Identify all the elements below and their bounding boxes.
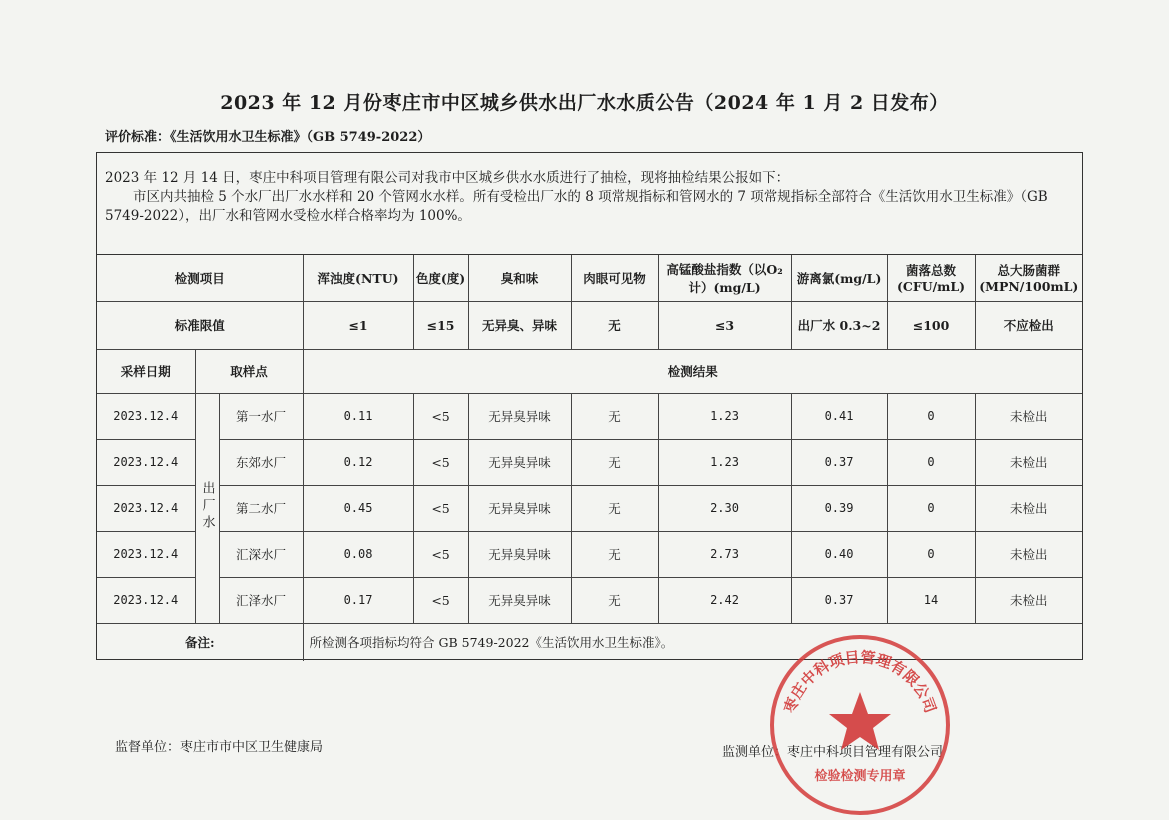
sample-date: 2023.12.4	[97, 577, 195, 623]
color-value: <5	[413, 393, 468, 439]
col-color: 色度(度)	[413, 255, 468, 301]
limit-permanganate: ≤3	[658, 301, 791, 349]
sample-site: 东郊水厂	[219, 439, 303, 485]
group-cell	[195, 393, 219, 623]
table-row	[97, 577, 1082, 623]
col-colonies: 菌落总数(CFU/mL)	[887, 255, 975, 301]
colonies-value: 0	[887, 439, 975, 485]
official-stamp	[765, 630, 955, 820]
evaluation-criterion: 评价标准：《生活饮用水卫生标准》（GB 5749-2022）	[105, 130, 431, 145]
visible-value: 无	[571, 577, 658, 623]
col-turbidity: 浑浊度(NTU)	[303, 255, 413, 301]
colonies-value: 0	[887, 531, 975, 577]
note-label: 备注:	[97, 623, 303, 661]
coliform-value: 未检出	[975, 439, 1082, 485]
permanganate-value: 2.30	[658, 485, 791, 531]
chlorine-value: 0.39	[791, 485, 887, 531]
sample-site: 汇泽水厂	[219, 577, 303, 623]
sample-date: 2023.12.4	[97, 439, 195, 485]
col-chlorine: 游离氯(mg/L)	[791, 255, 887, 301]
chlorine-value: 0.40	[791, 531, 887, 577]
turbidity-value: 0.08	[303, 531, 413, 577]
coliform-value: 未检出	[975, 485, 1082, 531]
limit-row	[97, 301, 1082, 349]
result-header-row	[97, 349, 1082, 393]
limit-odor: 无异臭、异味	[468, 301, 571, 349]
result-header: 检测结果	[303, 349, 1082, 393]
supervisor-unit: 监督单位：枣庄市市中区卫生健康局	[115, 740, 324, 755]
colonies-value: 0	[887, 393, 975, 439]
sample-site: 第二水厂	[219, 485, 303, 531]
col-odor: 臭和味	[468, 255, 571, 301]
odor-value: 无异臭异味	[468, 577, 571, 623]
color-value: <5	[413, 577, 468, 623]
sample-date: 2023.12.4	[97, 531, 195, 577]
chlorine-value: 0.37	[791, 577, 887, 623]
permanganate-value: 1.23	[658, 393, 791, 439]
limit-colonies: ≤100	[887, 301, 975, 349]
permanganate-value: 2.42	[658, 577, 791, 623]
table-row	[97, 485, 1082, 531]
coliform-value: 未检出	[975, 577, 1082, 623]
permanganate-value: 2.73	[658, 531, 791, 577]
sample-site: 汇深水厂	[219, 531, 303, 577]
turbidity-value: 0.12	[303, 439, 413, 485]
site-header: 取样点	[195, 349, 303, 393]
color-value: <5	[413, 439, 468, 485]
sample-date: 2023.12.4	[97, 485, 195, 531]
turbidity-value: 0.45	[303, 485, 413, 531]
stamp-ring-text: 枣庄中科项目管理有限公司	[780, 648, 940, 716]
header-row	[97, 255, 1082, 301]
visible-value: 无	[571, 439, 658, 485]
limit-turbidity: ≤1	[303, 301, 413, 349]
limit-visible: 无	[571, 301, 658, 349]
sample-date: 2023.12.4	[97, 393, 195, 439]
permanganate-value: 1.23	[658, 439, 791, 485]
limit-chlorine: 出厂水 0.3~2	[791, 301, 887, 349]
visible-value: 无	[571, 393, 658, 439]
table-row	[97, 531, 1082, 577]
intro-section	[97, 153, 1082, 255]
visible-value: 无	[571, 531, 658, 577]
odor-value: 无异臭异味	[468, 485, 571, 531]
visible-value: 无	[571, 485, 658, 531]
odor-value: 无异臭异味	[468, 393, 571, 439]
coliform-value: 未检出	[975, 531, 1082, 577]
odor-value: 无异臭异味	[468, 439, 571, 485]
colonies-value: 14	[887, 577, 975, 623]
color-value: <5	[413, 485, 468, 531]
odor-value: 无异臭异味	[468, 531, 571, 577]
coliform-value: 未检出	[975, 393, 1082, 439]
chlorine-value: 0.37	[791, 439, 887, 485]
stamp-star-icon	[829, 692, 891, 750]
col-permanganate: 高锰酸盐指数（以O₂计）(mg/L)	[658, 255, 791, 301]
table-row	[97, 439, 1082, 485]
table-row	[97, 393, 1082, 439]
stamp-bottom-text: 检验检测专用章	[814, 769, 906, 784]
chlorine-value: 0.41	[791, 393, 887, 439]
page-title: 2023 年 12 月份枣庄市中区城乡供水出厂水水质公告（2024 年 1 月 2 日发布）	[220, 92, 949, 114]
color-value: <5	[413, 531, 468, 577]
limit-color: ≤15	[413, 301, 468, 349]
sample-site: 第一水厂	[219, 393, 303, 439]
monitor-unit: 监测单位：枣庄中科项目管理有限公司	[722, 745, 944, 760]
group-label: 出厂水	[199, 481, 215, 532]
limit-coliform: 不应检出	[975, 301, 1082, 349]
date-header: 采样日期	[97, 349, 195, 393]
intro-line-2: 市区内共抽检 5 个水厂出厂水水样和 20 个管网水水样。所有受检出厂水的 8 项常规指标和管网水的 7 项常规指标全部符合《生活饮用水卫生标准》（GB 5749-2022），出厂水和管网水受检水样合格率均为 100%。	[105, 189, 1048, 224]
colonies-value: 0	[887, 485, 975, 531]
col-visible: 肉眼可见物	[571, 255, 658, 301]
report-sheet	[96, 152, 1083, 660]
note-text: 所检测各项指标均符合 GB 5749-2022《生活饮用水卫生标准》。	[303, 623, 1082, 661]
item-header: 检测项目	[97, 255, 303, 301]
results-table	[97, 255, 1082, 661]
col-coliform: 总大肠菌群(MPN/100mL)	[975, 255, 1082, 301]
turbidity-value: 0.17	[303, 577, 413, 623]
turbidity-value: 0.11	[303, 393, 413, 439]
limit-label: 标准限值	[97, 301, 303, 349]
intro-line-1: 2023 年 12 月 14 日，枣庄中科项目管理有限公司对我市中区城乡供水水质进行了抽检，现将抽检结果公报如下：	[105, 170, 790, 186]
